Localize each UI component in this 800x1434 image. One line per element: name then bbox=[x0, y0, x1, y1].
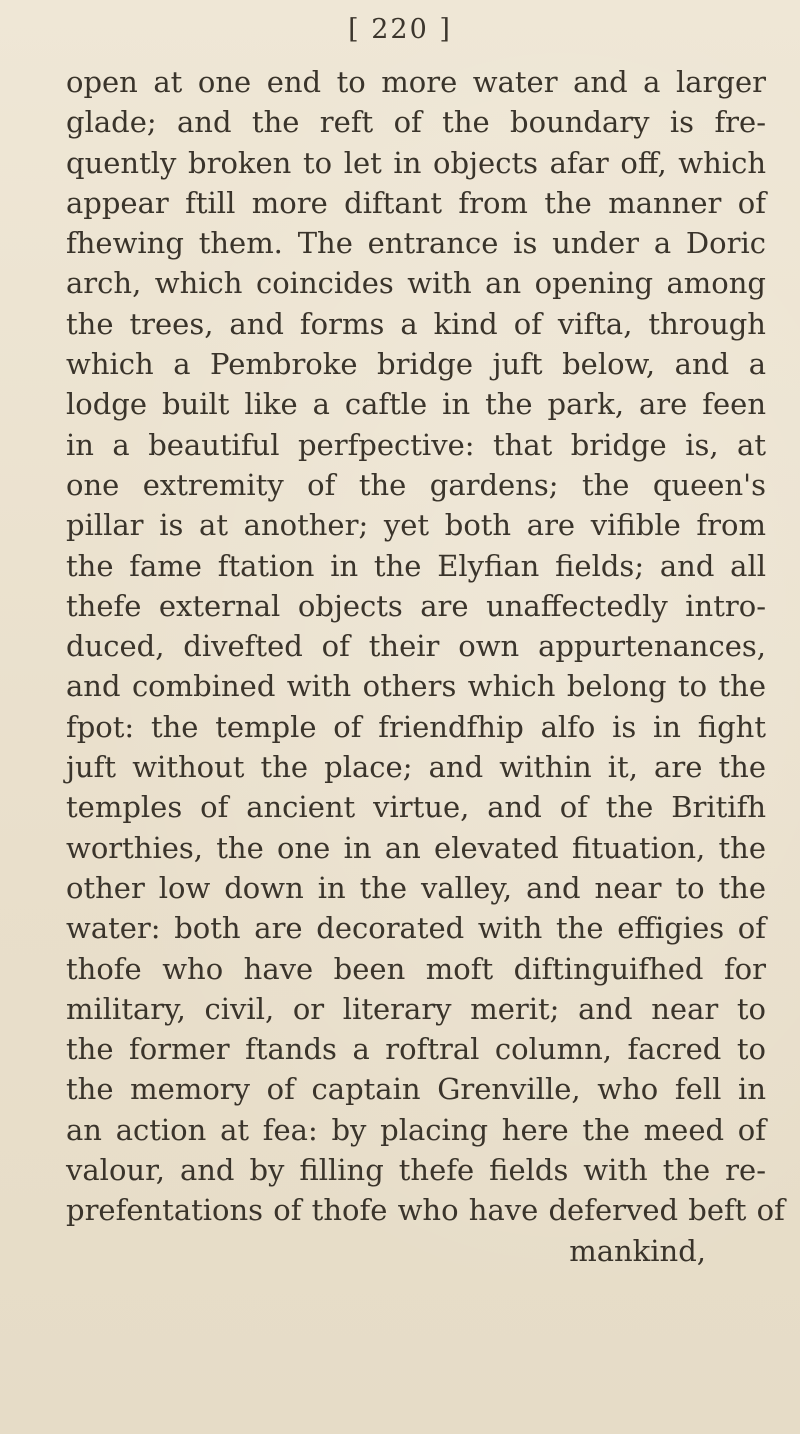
text-line: pillar is at another; yet both are vifible from bbox=[66, 508, 766, 543]
text-line: lodge built like a caftle in the park, are feen bbox=[66, 387, 766, 422]
text-line: worthies, the one in an elevated fituation, the bbox=[66, 830, 766, 865]
body-text bbox=[66, 62, 785, 1271]
text-line: appear ftill more diftant from the manner of bbox=[66, 185, 766, 220]
text-line: the memory of captain Grenville, who fell in bbox=[66, 1072, 766, 1107]
text-line: quently broken to let in objects afar off, which bbox=[66, 145, 766, 180]
text-line: temples of ancient virtue, and of the Britifh bbox=[66, 790, 766, 825]
text-line: military, civil, or literary merit; and near to bbox=[66, 991, 766, 1026]
text-line: which a Pembroke bridge juft below, and a bbox=[66, 347, 766, 382]
text-line: water: both are decorated with the effigies of bbox=[66, 911, 766, 946]
text-line: the former ftands a roftral column, facred to bbox=[66, 1032, 766, 1067]
text-line: one extremity of the gardens; the queen's bbox=[66, 467, 766, 502]
text-line: thofe who have been moft diftinguifhed for bbox=[66, 951, 766, 986]
text-line: the fame ftation in the Elyfian fields; and all bbox=[66, 548, 766, 583]
catchword: mankind, bbox=[569, 1233, 706, 1268]
text-line: prefentations of thofe who have deferved beft of bbox=[66, 1193, 785, 1228]
page-number: [ 220 ] bbox=[348, 14, 452, 45]
text-line: thefe external objects are unaffectedly intro- bbox=[66, 588, 766, 623]
text-line: glade; and the reft of the boundary is fre- bbox=[66, 105, 766, 140]
text-line: an action at fea: by placing here the meed of bbox=[66, 1112, 766, 1147]
text-line: valour, and by filling thefe fields with the re- bbox=[66, 1153, 766, 1188]
text-line: open at one end to more water and a larger bbox=[66, 65, 766, 99]
text-line: the trees, and forms a kind of vifta, through bbox=[66, 306, 766, 341]
text-line: and combined with others which belong to the bbox=[66, 669, 766, 704]
text-line: fhewing them. The entrance is under a Doric bbox=[66, 226, 766, 261]
text-line: other low down in the valley, and near to the bbox=[66, 870, 766, 905]
text-line: in a beautiful perfpective: that bridge is, at bbox=[66, 427, 766, 462]
text-line: duced, divefted of their own appurtenances, bbox=[66, 629, 766, 664]
text-line: fpot: the temple of friendfhip alfo is in fight bbox=[66, 709, 766, 744]
text-line: juft without the place; and within it, are the bbox=[66, 750, 766, 785]
text-line: arch, which coincides with an opening among bbox=[66, 266, 766, 301]
